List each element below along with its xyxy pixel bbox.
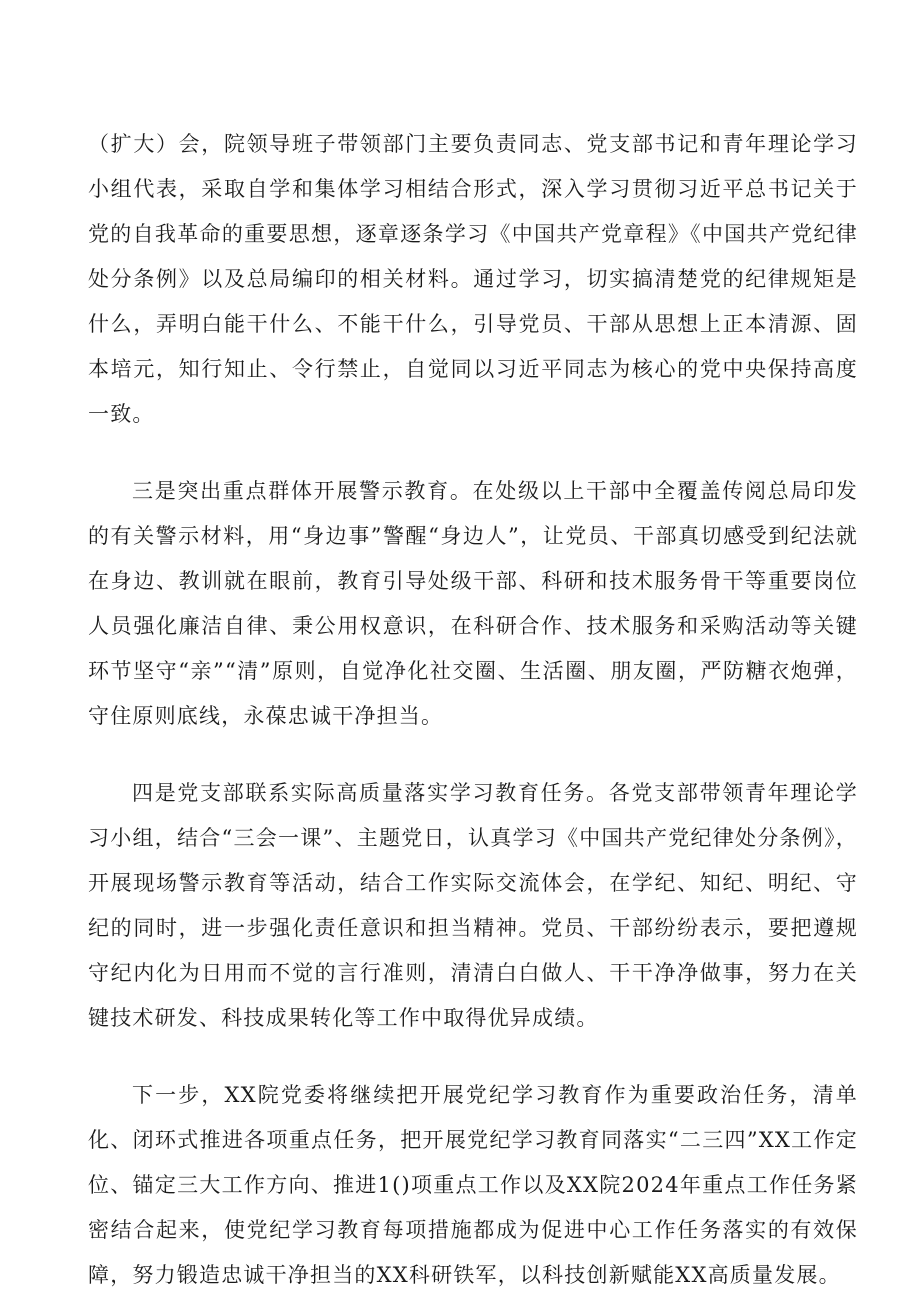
paragraph-expanded-meeting: （扩大）会，院领导班子带领部门主要负责同志、党支部书记和青年理论学习小组代表，采取自学和集体学习相结合形式，深入学习贯彻习近平总书记关于党的自我革命的重要思想，逐章逐条学习《中国共产党章程》《中国共产党纪律处分条例》以及总局编印的相关材料。通过学习，切实搞清楚党的纪律规矩是什么，弄明白能干什么、不能干什么，引导党员、干部从思想上正本清源、固本培元，知行知止、令行禁止，自觉同以习近平同志为核心的党中央保持高度一致。: [88, 132, 858, 426]
document-body: [88, 122, 858, 1298]
paragraph-next-steps: 下一步，XX院党委将继续把开展党纪学习教育作为重要政治任务，清单化、闭环式推进各项重点任务，把开展党纪学习教育同落实“二三四”XX工作定位、锚定三大工作方向、推进1()项重点工作以及XX院2024年重点工作任务紧密结合起来，使党纪学习教育每项措施都成为促进中心工作任务落实的有效保障，努力锻造忠诚干净担当的XX科研铁军，以科技创新赋能XX高质量发展。: [88, 1083, 858, 1287]
paragraph-warning-education: 三是突出重点群体开展警示教育。在处级以上干部中全覆盖传阅总局印发的有关警示材料，用“身边事”警醒“身边人”，让党员、干部真切感受到纪法就在身边、教训就在眼前，教育引导处级干部、科研和技术服务骨干等重要岗位人员强化廉洁自律、秉公用权意识，在科研合作、技术服务和采购活动等关键环节坚守“亲”“清”原则，自觉净化社交圈、生活圈、朋友圈，严防糖衣炮弹，守住原则底线，永葆忠诚干净担当。: [88, 479, 858, 728]
paragraph-party-branch-tasks: 四是党支部联系实际高质量落实学习教育任务。各党支部带领青年理论学习小组，结合“三会一课”、主题党日，认真学习《中国共产党纪律处分条例》，开展现场警示教育等活动，结合工作实际交流体会，在学纪、知纪、明纪、守纪的同时，进一步强化责任意识和担当精神。党员、干部纷纷表示，要把遵规守纪内化为日用而不觉的言行准则，清清白白做人、干干净净做事，努力在关键技术研发、科技成果转化等工作中取得优异成绩。: [88, 781, 858, 1030]
